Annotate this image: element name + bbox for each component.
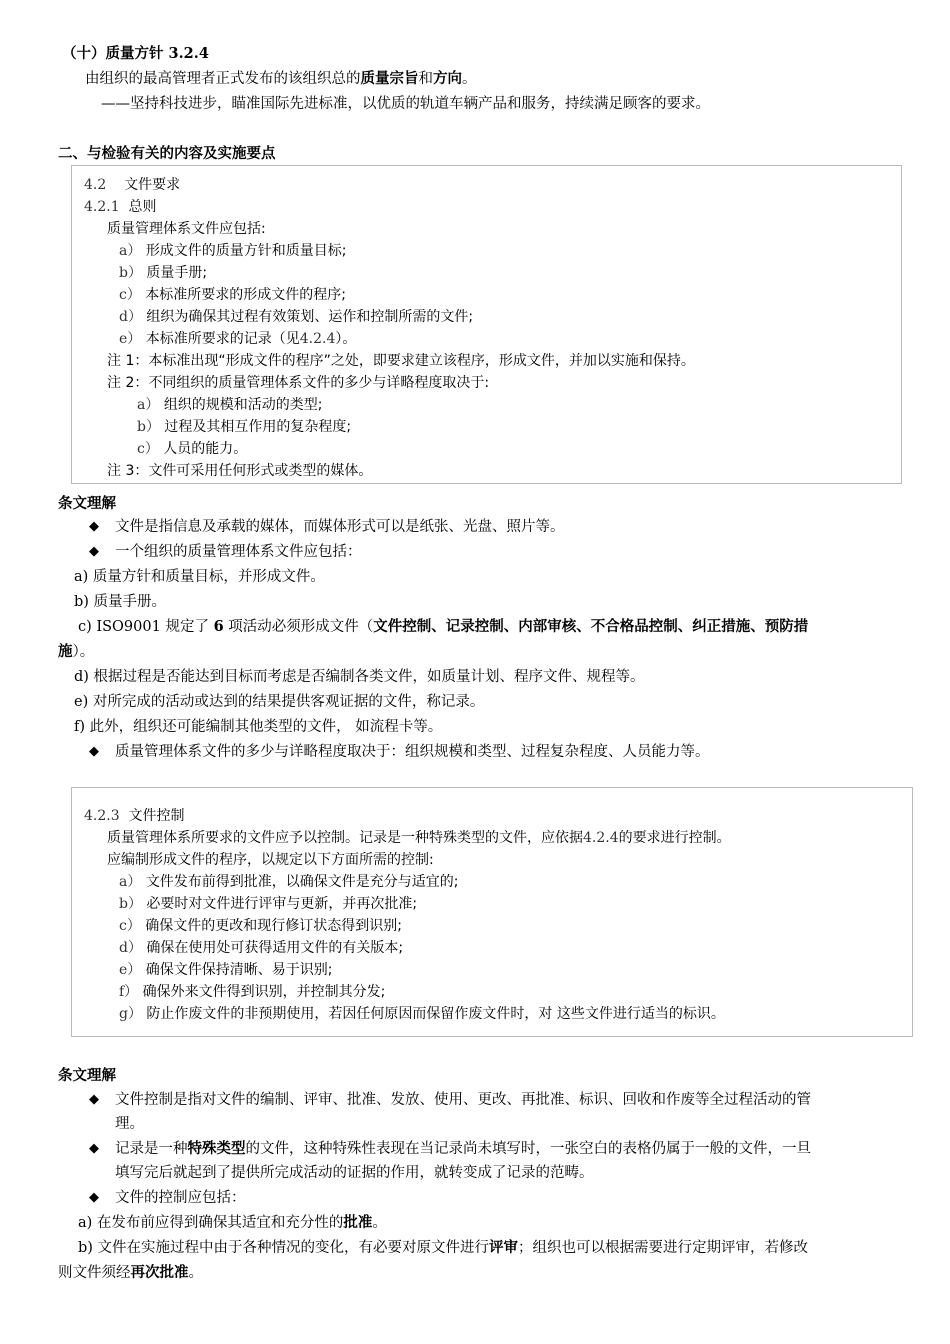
interp-item-e: e) 对所完成的活动或达到的结果提供客观证据的文件，称记录。	[74, 694, 485, 710]
list-item	[119, 872, 459, 892]
text-span: 则文件须经	[58, 1265, 131, 1281]
text-span: 。	[462, 71, 477, 87]
text-span: 的文件，这种特殊性表现在当记录尚未填写时，一张空白的表格仍属于一般的文件，一旦	[245, 1141, 811, 1157]
text-span: ；组织也可以根据需要进行定期评审，若修改	[518, 1240, 809, 1256]
text-span: 。	[188, 1265, 203, 1281]
text-span: 。	[372, 1215, 387, 1231]
text-span: 质量管理体系所要求的文件应予以控制。记录是一种特殊类型的文件，应依据	[107, 830, 583, 846]
diamond-bullet-icon: ◆	[89, 744, 99, 759]
bold-span: 质量宗旨	[360, 70, 419, 87]
interp-item-f: f) 此外，组织还可能编制其他类型的文件， 如流程卡等。	[74, 719, 443, 735]
list-marker: c）	[137, 441, 159, 457]
bold-span: 再次批准	[130, 1264, 189, 1281]
clause-number: 4.2.1	[84, 199, 120, 215]
bullet-text	[115, 1139, 811, 1159]
list-item	[119, 329, 356, 349]
bold-span: 文件控制、记录控制、内部审核、不合格品控制、纠正措施、预防措	[373, 618, 809, 635]
interp-item-d: d) 根据过程是否能达到目标而考虑是否编制各类文件，如质量计划、程序文件、规程等。	[74, 669, 645, 685]
list-item	[119, 916, 402, 936]
section2-heading: 二、与检验有关的内容及实施要点	[58, 145, 276, 162]
text-span: 和	[418, 71, 433, 87]
policy-example: ——坚持科技进步，瞄准国际先进标准，以优质的轨道车辆产品和服务，持续满足顾客的要求。	[101, 96, 710, 112]
bullet-text: 质量管理体系文件的多少与详略程度取决于：组织规模和类型、过程复杂程度、人员能力等。	[115, 744, 710, 760]
note-1	[107, 351, 695, 371]
list-text: 必要时对文件进行评审与更新，并再次批准;	[146, 896, 418, 912]
policy-heading: （十）质量方针 3.2.4	[62, 45, 209, 62]
list-item	[137, 417, 351, 437]
diamond-bullet-icon: ◆	[89, 1092, 99, 1107]
list-text: 质量手册;	[146, 265, 208, 281]
interp-item-a: a) 质量方针和质量目标，并形成文件。	[74, 569, 325, 585]
interp-item-c	[78, 617, 808, 637]
list-marker: g）	[119, 1006, 142, 1022]
list-text: 确保外来文件得到识别，并控制其分发;	[142, 984, 386, 1000]
list-text: 确保在使用处可获得适用文件的有关版本;	[146, 940, 404, 956]
list-text: 防止作废文件的非预期使用，若因任何原因而保留作废文件时，对 这些文件进行适当的标识。	[146, 1006, 725, 1022]
list-text: 确保文件保持清晰、易于识别;	[145, 962, 333, 978]
list-text: 人员的能力。	[163, 441, 248, 457]
bold-span: 6	[213, 618, 224, 635]
list-marker: b）	[137, 419, 160, 435]
text-span: a) 在发布前应得到确保其适宜和充分性的	[78, 1215, 344, 1231]
clause-title: 文件要求	[124, 177, 181, 193]
text-span: 记录是一种	[115, 1141, 188, 1157]
list-marker: f）	[119, 984, 139, 1000]
diamond-bullet-icon: ◆	[89, 1190, 99, 1205]
list-text: 过程及其相互作用的复杂程度;	[164, 419, 352, 435]
list-item	[119, 307, 473, 327]
interp2-item-b	[78, 1238, 808, 1258]
list-text: 组织为确保其过程有效策划、运作和控制所需的文件;	[146, 309, 474, 325]
list-item	[119, 982, 385, 1002]
list-marker: b）	[119, 896, 142, 912]
list-text: ）。	[335, 331, 357, 347]
box1-intro: 质量管理体系文件应包括:	[107, 221, 266, 237]
bullet-text-cont: 填写完后就起到了提供所完成活动的证据的作用，就转变成了记录的范畴。	[115, 1165, 594, 1181]
box2-para1	[107, 828, 731, 848]
list-item	[119, 285, 346, 305]
note-text: 本标准出现“形成文件的程序”之处，即要求建立该程序，形成文件，并加以实施和保持。	[148, 353, 695, 369]
bold-span: 特殊类型	[187, 1140, 246, 1157]
list-text: 形成文件的质量方针和质量目标;	[145, 243, 347, 259]
list-item	[119, 938, 403, 958]
bold-span: 施	[58, 643, 73, 660]
interpretation-heading: 条文理解	[58, 495, 116, 512]
clause-number: 4.2	[84, 177, 107, 193]
clause-heading	[84, 806, 185, 826]
clause-heading	[84, 175, 180, 195]
list-item	[119, 263, 207, 283]
list-item	[119, 1004, 725, 1024]
clause-box-4-2	[71, 165, 902, 484]
list-item	[119, 241, 347, 261]
list-marker: c）	[119, 918, 141, 934]
bullet-text-cont: 理。	[115, 1116, 144, 1132]
list-text: 文件发布前得到批准，以确保文件是充分与适宜的;	[145, 874, 459, 890]
bold-span: 方向	[433, 70, 462, 87]
list-marker: e）	[119, 962, 142, 978]
list-text: 本标准所要求的记录（见	[145, 331, 300, 347]
list-marker: d）	[119, 940, 142, 956]
list-text: 本标准所要求的形成文件的程序;	[145, 287, 347, 303]
list-text: 组织的规模和活动的类型;	[163, 397, 323, 413]
list-item	[137, 395, 323, 415]
clause-number: 4.2.3	[84, 808, 120, 824]
interpretation-heading: 条文理解	[58, 1067, 116, 1084]
note-label: 注 1：	[107, 353, 149, 369]
note-label: 注 3：	[107, 463, 149, 479]
clause-title: 文件控制	[128, 808, 185, 824]
list-marker: a）	[137, 397, 160, 413]
text-span: 的要求进行控制。	[618, 830, 731, 846]
text-span: 项活动必须形成文件（	[228, 619, 374, 635]
text-span: c) ISO9001 规定了	[78, 619, 209, 635]
sub-clause-heading	[84, 197, 157, 217]
clause-reference: 4.2.4	[583, 830, 619, 846]
note-label: 注 2：	[107, 375, 149, 391]
list-marker: d）	[119, 309, 142, 325]
interp2-item-b-cont	[58, 1263, 203, 1283]
clause-box-4-2-3	[71, 787, 913, 1037]
list-text: 确保文件的更改和现行修订状态得到识别;	[145, 918, 403, 934]
bullet-text: 文件的控制应包括：	[115, 1190, 246, 1206]
diamond-bullet-icon: ◆	[89, 544, 99, 559]
list-marker: c）	[119, 287, 141, 303]
note-text: 不同组织的质量管理体系文件的多少与详略程度取决于:	[148, 375, 490, 391]
list-item	[119, 960, 332, 980]
clause-reference: 4.2.4	[299, 331, 336, 347]
text-span: 由组织的最高管理者正式发布的该组织总的	[85, 71, 361, 87]
interp-item-c-cont	[58, 642, 94, 662]
bold-span: 批准	[343, 1214, 373, 1231]
text-span: ）。	[72, 644, 95, 660]
bullet-text: 文件控制是指对文件的编制、评审、批准、发放、使用、更改、再批准、标识、回收和作废等全过程活动的管	[115, 1092, 811, 1108]
list-marker: a）	[119, 874, 142, 890]
diamond-bullet-icon: ◆	[89, 1141, 99, 1156]
box2-para2: 应编制形成文件的程序，以规定以下方面所需的控制:	[107, 852, 434, 868]
note-2	[107, 373, 489, 393]
list-item	[119, 894, 417, 914]
list-marker: e）	[119, 331, 142, 347]
clause-title: 总则	[128, 199, 157, 215]
interp-item-b: b) 质量手册。	[74, 594, 167, 610]
bold-span: 评审	[489, 1239, 519, 1256]
text-span: b) 文件在实施过程中由于各种情况的变化，有必要对原文件进行	[78, 1240, 490, 1256]
list-item	[137, 439, 247, 459]
note-text: 文件可采用任何形式或类型的媒体。	[148, 463, 373, 479]
list-marker: b）	[119, 265, 142, 281]
policy-definition	[85, 69, 477, 89]
bullet-text: 一个组织的质量管理体系文件应包括：	[115, 544, 362, 560]
bullet-text: 文件是指信息及承载的媒体，而媒体形式可以是纸张、光盘、照片等。	[115, 519, 565, 535]
diamond-bullet-icon: ◆	[89, 519, 99, 534]
note-3	[107, 461, 372, 481]
list-marker: a）	[119, 243, 142, 259]
interp2-item-a	[78, 1213, 387, 1233]
